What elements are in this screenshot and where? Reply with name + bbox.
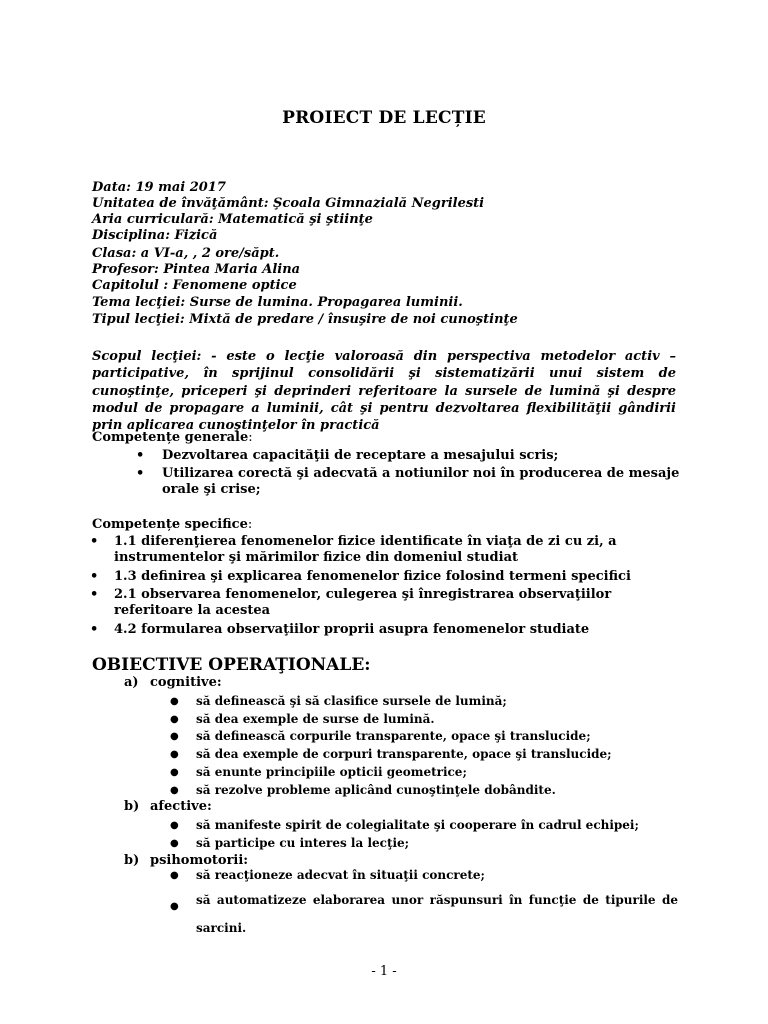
bullet-icon: • — [90, 622, 99, 637]
page-number: - 1 - — [371, 964, 397, 979]
info-lesson-type: Tipul lecţiei: Mixtă de predare / însuşire de noi cunoştinţe — [92, 312, 518, 327]
specific-competence-item: • 2.1 observarea fenomenelor, culegerea şi înregistrarea observaţiilor referitoare la acestea — [90, 587, 612, 618]
objective-item: ● să participe cu interes la lecţie; — [170, 836, 410, 850]
info-teacher: Profesor: Pintea Maria Alina — [92, 262, 301, 277]
info-topic: Tema lecţiei: Surse de lumina. Propagarea luminii. — [92, 295, 463, 310]
general-competences-heading: Competențe generale: — [92, 430, 253, 445]
objective-item: ● să reacţioneze adecvat în situaţii concrete; — [170, 868, 485, 882]
bullet-icon: ● — [170, 870, 179, 881]
info-date: Data: 19 mai 2017 — [92, 180, 226, 195]
bullet-icon: ● — [170, 901, 179, 912]
general-competence-item: • Utilizarea corectă şi adecvată a notiunilor noi în producerea de mesaje orale şi crise; — [136, 466, 680, 497]
bullet-icon: • — [136, 466, 145, 481]
bullet-icon: ● — [170, 838, 179, 849]
specific-competence-item: • 4.2 formularea observaţiilor proprii asupra fenomenelor studiate — [90, 622, 590, 637]
bullet-icon: ● — [170, 767, 179, 778]
bullet-icon: • — [136, 448, 145, 463]
bullet-icon: ● — [170, 785, 179, 796]
bullet-icon: ● — [170, 696, 179, 707]
info-discipline: Disciplina: Fizică — [92, 228, 218, 243]
info-school: Unitatea de învăţământ: Şcoala Gimnazială Negrilesti — [92, 196, 485, 211]
objective-item: ● să dea exemple de surse de lumină. — [170, 712, 435, 726]
info-curricular-area: Aria curriculară: Matematică şi ştiinţe — [92, 212, 373, 227]
info-chapter: Capitolul : Fenomene optice — [92, 278, 297, 293]
objective-group-label: b) afective: — [124, 799, 212, 814]
info-class: Clasa: a VI-a, , 2 ore/săpt. — [92, 246, 280, 261]
document-title: PROIECT DE LECȚIE — [282, 108, 486, 128]
lesson-scope: Scopul lecţiei: - este o lecţie valoroasă din perspectiva metodelor activ – participative, în sprijinul consolidării şi sistematizării unui sistem de cunoştinţe, priceperi şi deprinderi referitoare la sursele de lumină şi despre modul de propagare a luminii, cât şi pentru dezvoltarea flexibilităţii gândirii prin aplicarea cunoştinţelor în practică — [92, 349, 676, 434]
objective-item: ● să enunte principiile opticii geometrice; — [170, 765, 467, 779]
bullet-icon: ● — [170, 731, 179, 742]
objectives-heading: OBIECTIVE OPERAŢIONALE: — [92, 655, 371, 675]
bullet-icon: • — [90, 587, 99, 602]
bullet-icon: • — [90, 569, 99, 584]
objective-item: ● să definească corpurile transparente, opace şi translucide; — [170, 729, 591, 743]
specific-competence-item: • 1.1 diferenţierea fenomenelor fizice identificate în viaţa de zi cu zi, a instrumentelor şi mărimilor fizice din domeniul studiat — [90, 534, 617, 565]
objective-item: ● să definească şi să clasifice sursele de lumină; — [170, 694, 507, 708]
objective-item: ● să manifeste spirit de colegialitate şi cooperare în cadrul echipei; — [170, 818, 639, 832]
bullet-icon: ● — [170, 714, 179, 725]
bullet-icon: • — [90, 534, 99, 549]
objective-group-label: a) cognitive: — [124, 675, 222, 690]
bullet-icon: ● — [170, 820, 179, 831]
objective-item: ● să automatizeze elaborarea unor răspunsuri în funcţie de tipurile de sarcini. — [170, 893, 678, 935]
bullet-icon: ● — [170, 749, 179, 760]
specific-competence-item: • 1.3 definirea şi explicarea fenomenelor fizice folosind termeni specifici — [90, 569, 631, 584]
general-competence-item: • Dezvoltarea capacităţii de receptare a mesajului scris; — [136, 448, 559, 463]
specific-competences-heading: Competențe specifice: — [92, 517, 253, 532]
objective-item: ● să dea exemple de corpuri transparente, opace şi translucide; — [170, 747, 612, 761]
objective-group-label: b) psihomotorii: — [124, 853, 249, 868]
objective-item: ● să rezolve probleme aplicând cunoştinţele dobândite. — [170, 783, 556, 797]
